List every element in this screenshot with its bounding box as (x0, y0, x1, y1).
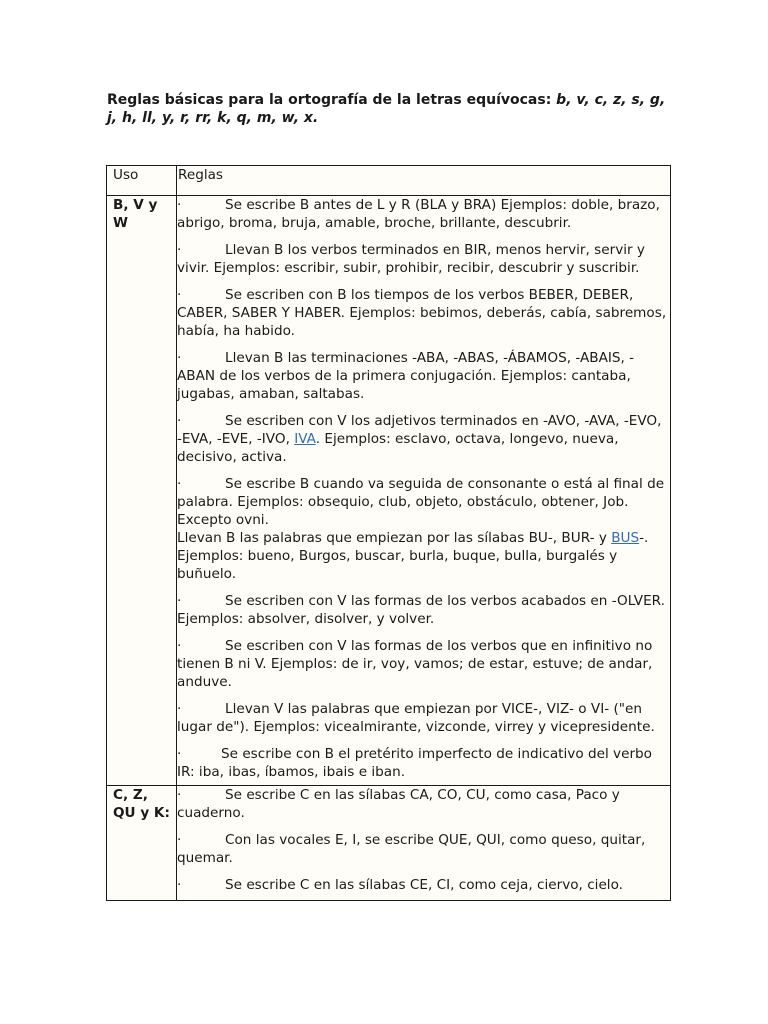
rule-text-after: . Ejemplos: esclavo, octava, longevo, nueva, decisivo, activa. (177, 431, 619, 465)
bullet-icon: · (177, 593, 182, 609)
rule-text: Se escribe con B el pretérito imperfecto de indicativo del verbo IR: iba, ibas, íbamos, ibais e iban. (177, 746, 652, 780)
rule-text: Se escriben con B los tiempos de los verbos BEBER, DEBER, CABER, SABER Y HABER. Ejemplos: bebimos, deberás, cabía, sabremos, había, ha habido. (177, 287, 667, 339)
bullet-icon: · (177, 413, 182, 429)
bullet-icon: · (177, 638, 182, 654)
rule-item (177, 637, 670, 691)
bullet-icon: · (177, 701, 182, 717)
title-letters: b, v, c, z, s, g, j, h, ll, y, r, rr, k, q, m, w, x. (107, 92, 666, 126)
bullet-icon: · (177, 350, 182, 366)
document-title (107, 91, 677, 127)
table-header-row (107, 166, 671, 196)
category-cell-b-v-w (107, 196, 177, 786)
rule-text: Llevan V las palabras que empiezan por VICE-, VIZ- o VI- ("en lugar de"). Ejemplos: vicealmirante, vizconde, virrey y vicepresidente. (177, 701, 655, 735)
bullet-icon: · (177, 832, 182, 848)
rule-text: Con las vocales E, I, se escribe QUE, QUI, como queso, quitar, quemar. (177, 832, 646, 866)
rule-text: Se escriben con V las formas de los verbos acabados en -OLVER. Ejemplos: absolver, disolver, y volver. (177, 593, 665, 627)
rules-cell-c-z-qu-k (177, 786, 671, 901)
table-row-b-v-w (107, 196, 671, 786)
link-bus[interactable]: BUS (611, 530, 640, 546)
rule-item (177, 831, 670, 867)
rule-text: Se escriben con V los adjetivos terminados en -AVO, -AVA, -EVO, -EVA, -EVE, -IVO, (177, 413, 662, 447)
header-uso (107, 166, 177, 196)
bullet-icon: · (177, 746, 182, 762)
bullet-icon: · (177, 476, 182, 492)
rules-cell-b-v-w (177, 196, 671, 786)
table-row-c-z-qu-k (107, 786, 671, 901)
category-label: C, Z, QU y K: (113, 787, 170, 821)
rule-item (177, 592, 670, 628)
rule-text: Llevan B los verbos terminados en BIR, menos hervir, servir y vivir. Ejemplos: escribir, subir, prohibir, recibir, descubrir y suscribir. (177, 242, 645, 276)
rule-text: Se escribe B cuando va seguida de consonante o está al final de palabra. Ejemplos: obsequio, club, objeto, obstáculo, obtener, Job. Excepto ovni. (177, 476, 665, 528)
rule-text: Se escriben con V las formas de los verbos que en infinitivo no tienen B ni V. Ejemplos: de ir, voy, vamos; de estar, estuve; de andar, anduve. (177, 638, 653, 690)
rule-item (177, 529, 670, 583)
rule-item (177, 745, 670, 781)
rule-item (177, 700, 670, 736)
bullet-icon: · (177, 242, 182, 258)
rule-item (177, 196, 670, 232)
category-cell-c-z-qu-k (107, 786, 177, 901)
bullet-icon: · (177, 787, 182, 803)
rules-table (106, 165, 671, 901)
header-uso-label: Uso (113, 167, 139, 183)
rule-item (177, 412, 670, 466)
rule-item (177, 241, 670, 277)
rule-item (177, 786, 670, 822)
bullet-icon: · (177, 197, 182, 213)
rule-item (177, 349, 670, 403)
rule-item (177, 876, 670, 894)
rule-text: Se escribe C en las sílabas CE, CI, como ceja, ciervo, cielo. (225, 877, 623, 893)
title-text: Reglas básicas para la ortografía de la letras equívocas: (107, 92, 557, 108)
rule-text: Llevan B las palabras que empiezan por las sílabas BU-, BUR- y (177, 530, 612, 546)
bullet-icon: · (177, 877, 182, 893)
rule-text: Llevan B las terminaciones -ABA, -ABAS, -ÁBAMOS, -ABAIS, -ABAN de los verbos de la primera conjugación. Ejemplos: cantaba, jugabas, amaban, saltabas. (177, 350, 635, 402)
header-reglas (177, 166, 671, 196)
rule-item (177, 286, 670, 340)
bullet-icon: · (177, 287, 182, 303)
link-iva[interactable]: IVA (294, 431, 316, 447)
header-reglas-label: Reglas (178, 167, 224, 183)
rule-text-after: -. Ejemplos: bueno, Burgos, buscar, burla, buque, bulla, burgalés y buñuelo. (177, 530, 649, 582)
rule-text: Se escribe C en las sílabas CA, CO, CU, como casa, Paco y cuaderno. (177, 787, 620, 821)
rule-item (177, 475, 670, 529)
category-label: B, V y W (113, 197, 158, 231)
rule-text: Se escribe B antes de L y R (BLA y BRA) Ejemplos: doble, brazo, abrigo, broma, bruja, amable, broche, brillante, descubrir. (177, 197, 660, 231)
